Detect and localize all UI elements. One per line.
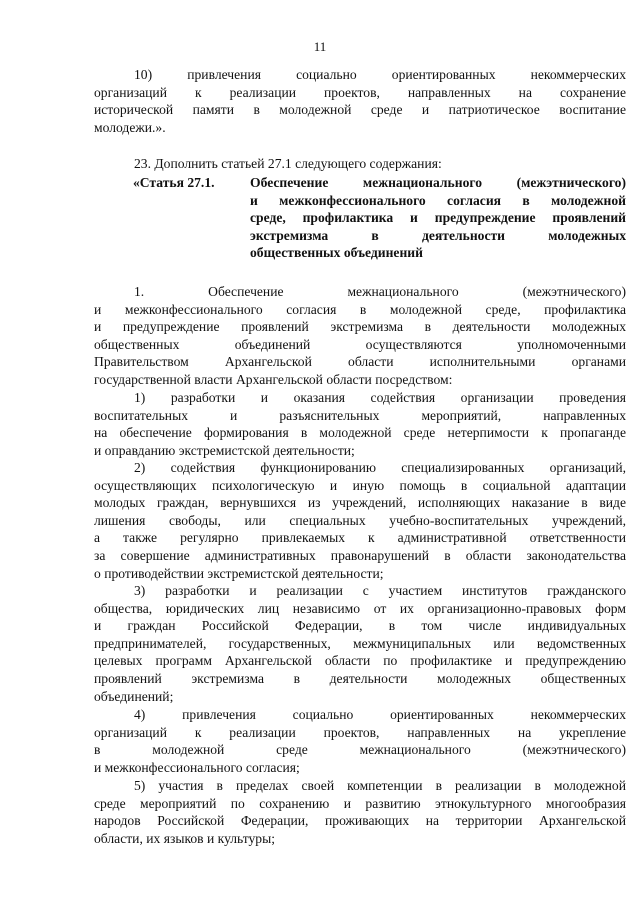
article-title-line: и межконфессионального согласия в молодежной bbox=[250, 192, 626, 208]
text-line: воспитательных и разъяснительных мероприятий, направленных bbox=[94, 407, 626, 423]
article-paragraph-1 bbox=[94, 283, 626, 389]
text-line: и граждан Российской Федерации, в том числе индивидуальных bbox=[94, 618, 626, 634]
text-line: а также регулярно привлекаемых к административной ответственности bbox=[94, 530, 626, 546]
text-line: и межконфессионального согласия в молодежной среде, профилактика bbox=[94, 301, 626, 317]
text-line: области, их языков и культуры; bbox=[94, 830, 276, 846]
text-line: за совершение административных правонарушений в области законодательства bbox=[94, 547, 626, 563]
article-title-line: Обеспечение межнационального (межэтнического) bbox=[250, 175, 626, 190]
text-line: предпринимателей, государственных, межмуниципальных или ведомственных bbox=[94, 635, 626, 651]
text-line: объединений; bbox=[94, 688, 174, 704]
text-line: целевых программ Архангельской области по профилактике и предупреждению bbox=[94, 653, 626, 669]
text-line: в молодежной среде межнационального (межэтнического) bbox=[94, 742, 626, 758]
article-title-line: среде, профилактика и предупреждение проявлений bbox=[250, 210, 626, 226]
text-line: 4) привлечения социально ориентированных некоммерческих bbox=[134, 707, 626, 722]
text-line: 3) разработки и реализации с участием институтов гражданского bbox=[134, 583, 626, 598]
article-title-line: экстремизма в деятельности молодежных bbox=[250, 227, 626, 243]
list-item-5 bbox=[94, 777, 626, 847]
article-title-line: общественных объединений bbox=[250, 245, 423, 261]
list-item-3 bbox=[94, 582, 626, 705]
text-line: организаций к реализации проектов, направленных на укрепление bbox=[94, 724, 626, 740]
text-line: о противодействии экстремистской деятельности; bbox=[94, 565, 384, 581]
page-number: 11 bbox=[313, 39, 327, 54]
text-line: 2) содействия функционированию специализированных организаций, bbox=[134, 460, 626, 475]
text-line: среде мероприятий по сохранению и развитию этнокультурного многообразия bbox=[94, 795, 626, 811]
text-line: на обеспечение формирования в молодежной среде нетерпимости к пропаганде bbox=[94, 425, 626, 441]
text-line: 5) участия в пределах своей компетенции в реализации в молодежной bbox=[134, 778, 626, 793]
text-line: общественных объединений осуществляются уполномоченными bbox=[94, 336, 626, 352]
list-item-1 bbox=[94, 389, 626, 459]
list-item-4 bbox=[94, 706, 626, 776]
text-line: 10) привлечения социально ориентированных некоммерческих bbox=[134, 67, 626, 82]
text-line: 1) разработки и оказания содействия организации проведения bbox=[134, 390, 626, 405]
text-line: народов Российской Федерации, проживающих на территории Архангельской bbox=[94, 813, 626, 829]
text-line: 23. Дополнить статьей 27.1 следующего содержания: bbox=[134, 156, 442, 171]
text-line: молодых граждан, вернувшихся из учреждений, исполняющих наказание в виде bbox=[94, 495, 626, 511]
text-line: молодежи.». bbox=[94, 119, 166, 135]
amendment-23 bbox=[94, 155, 626, 173]
list-item-2 bbox=[94, 459, 626, 582]
text-line: лишения свободы, или специальных учебно-воспитательных учреждений, bbox=[94, 512, 626, 528]
article-label: «Статья 27.1. bbox=[133, 175, 215, 190]
text-line: 1. Обеспечение межнационального (межэтнического) bbox=[134, 284, 626, 299]
text-line: общества, юридических лиц независимо от их организационно-правовых форм bbox=[94, 600, 626, 616]
text-line: и предупреждение проявлений экстремизма в деятельности молодежных bbox=[94, 319, 626, 335]
text-line: и оправданию экстремистской деятельности; bbox=[94, 442, 355, 458]
text-line: осуществляющих психологическую и иную помощь в социальной адаптации bbox=[94, 477, 626, 493]
text-line: и межконфессионального согласия; bbox=[94, 759, 300, 775]
item-10-paragraph bbox=[94, 66, 626, 136]
text-line: исторической памяти в молодежной среде и патриотическое воспитание bbox=[94, 102, 626, 118]
article-title bbox=[250, 174, 626, 262]
text-line: организаций к реализации проектов, направленных на сохранение bbox=[94, 84, 626, 100]
text-line: Правительством Архангельской области исполнительными органами bbox=[94, 354, 626, 370]
text-line: проявлений экстремизма в деятельности молодежных общественных bbox=[94, 670, 626, 686]
text-line: государственной власти Архангельской области посредством: bbox=[94, 371, 453, 387]
